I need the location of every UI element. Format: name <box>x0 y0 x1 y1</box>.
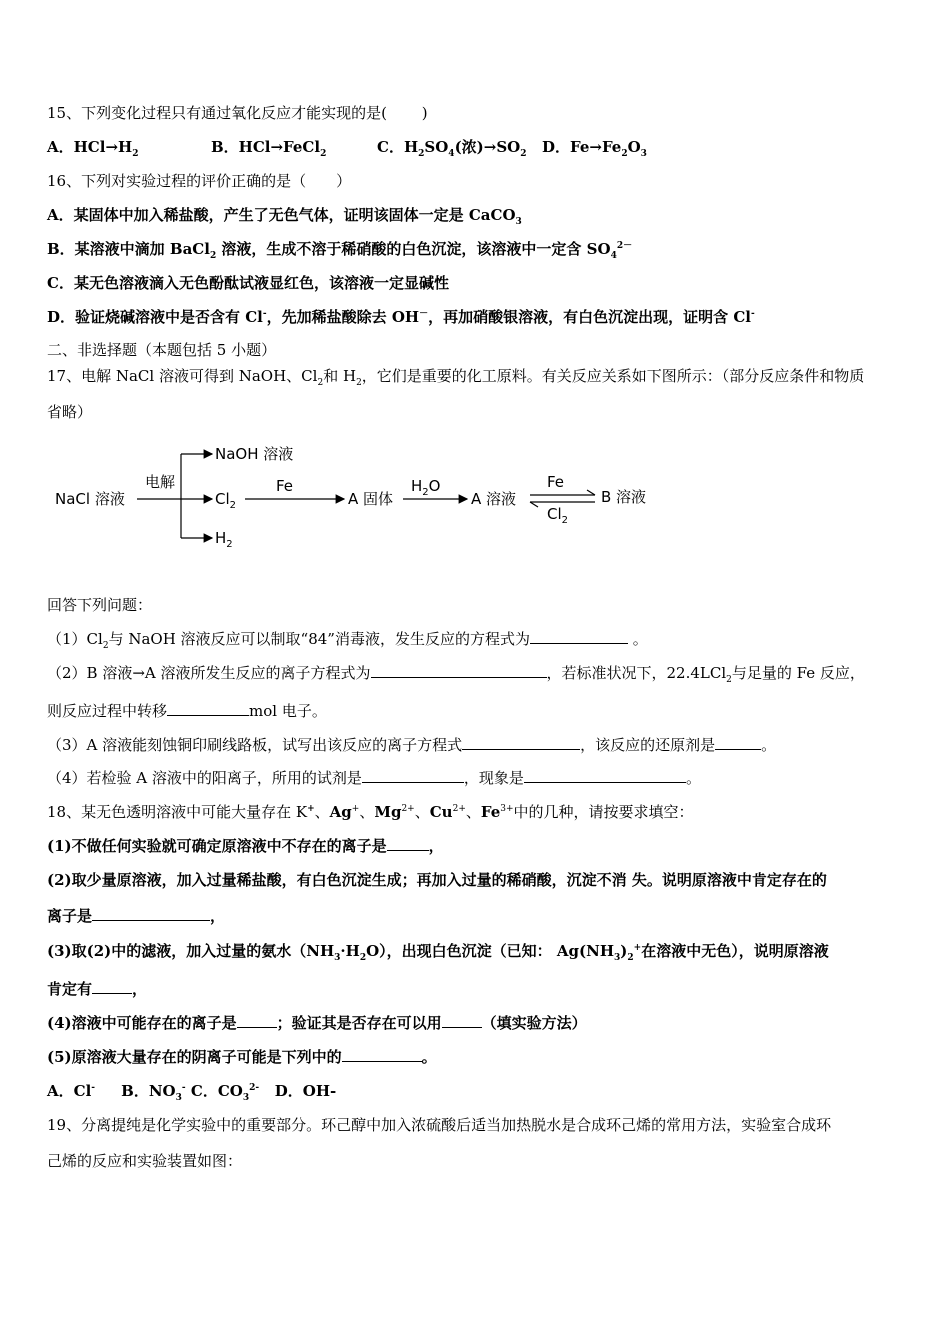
blank[interactable] <box>342 1047 422 1062</box>
diagram-arrow-forward-head <box>587 490 595 495</box>
q18-part4: (4)溶液中可能存在的离子是 ；验证其是否存在可以用 （填实验方法） <box>47 1014 587 1032</box>
q16-option-d: D．验证烧碱溶液中是否含有 Cl-，先加稀盐酸除去 OH－，再加硝酸银溶液，有白色沉淀出现，证明含 Cl- <box>47 308 755 326</box>
q17-part4: （4）若检验 A 溶液中的阳离子，所用的试剂是 ，现象是 。 <box>47 769 701 787</box>
diagram-naoh: NaOH 溶液 <box>215 445 294 463</box>
blank[interactable] <box>362 768 464 783</box>
q18-part3: (3)取(2)中的滤液，加入过量的氨水$(NH_3\cdot H_2O)$，出现白色沉淀（已知： $Ag(NH_3)_2^+$在溶液中无色），说明原溶液 <box>47 942 829 963</box>
q18-option-b: B．$NO_3^-$ <box>121 1082 186 1103</box>
blank[interactable] <box>462 735 580 750</box>
blank[interactable] <box>524 768 686 783</box>
q18-option-c: C．$CO_3^{2-}$ <box>190 1082 260 1103</box>
diagram-h2o-label: $H_2O$ <box>411 477 441 498</box>
q16-option-b: B．某溶液中滴加 BaCl$_2$ 溶液，生成不溶于稀硝酸的白色沉淀，该溶液中一定含 $SO_4^{2-}$ <box>47 240 633 261</box>
diagram-a-solution: A 溶液 <box>471 490 517 508</box>
q18-option-a: A．Cl- <box>47 1082 96 1100</box>
blank[interactable] <box>530 629 628 644</box>
q19-line1: 19、分离提纯是化学实验中的重要部分。环己醇中加入浓硫酸后适当加热脱水是合成环己烯的常用方法，实验室合成环 <box>47 1116 832 1134</box>
blank[interactable] <box>167 701 249 716</box>
blank[interactable] <box>371 663 547 678</box>
q17-stem-line2: 省略） <box>47 403 93 421</box>
q15-option-a: A．$HCl\to H_2$ <box>47 138 139 159</box>
q15-option-c: C．$H_2SO_4$(浓)$\to SO_2$ <box>377 138 527 159</box>
q18-part2: (2)取少量原溶液，加入过量稀盐酸，有白色沉淀生成；再加入过量的稀硝酸，沉淀不消 失。说明原溶液中肯定存在的 <box>47 871 827 889</box>
q17-answer-intro: 回答下列问题： <box>47 596 153 614</box>
q17-stem-line1: 17、电解 NaCl 溶液可得到 NaOH、$Cl_2$和 $H_2$，它们是重要的化工原料。有关反应关系如下图所示：（部分反应条件和物质 <box>47 367 865 388</box>
section-heading: 二、非选择题（本题包括 5 小题） <box>47 341 277 359</box>
diagram-nacl: NaCl 溶液 <box>55 490 125 508</box>
q17-part1: $(1)Cl_2$与 NaOH 溶液反应可以制取“84”消毒液，发生反应的方程式为 。 <box>47 630 648 651</box>
q15-options <box>47 137 907 157</box>
blank[interactable] <box>715 735 761 750</box>
q15-option-b: B．HCl→FeCl$_2$ <box>211 138 327 159</box>
q17-part2-cont: 则反应过程中转移 mol 电子。 <box>47 702 327 720</box>
q18-part1: (1)不做任何实验就可确定原溶液中不存在的离子是 ， <box>47 837 444 855</box>
diagram-fe-label: Fe <box>276 477 294 495</box>
q16-option-c: C．某无色溶液滴入无色酚酞试液显红色，该溶液一定显碱性 <box>47 274 449 292</box>
q15-stem: 15、下列变化过程只有通过氧化反应才能实现的是( ) <box>47 104 428 122</box>
blank[interactable] <box>92 906 210 921</box>
diagram-a-solid: A 固体 <box>348 490 394 508</box>
reaction-diagram <box>55 440 675 560</box>
diagram-arrow-back-head <box>530 502 538 507</box>
blank[interactable] <box>442 1013 482 1028</box>
diagram-electrolysis: 电解 <box>145 473 176 491</box>
diagram-fe2-label: Fe <box>547 473 565 491</box>
blank[interactable] <box>237 1013 277 1028</box>
q18-part2-cont: 离子是 ， <box>47 907 226 925</box>
q17-part2: （2）B 溶液→A 溶液所发生反应的离子方程式为 ，若标准状况下，22.4LCl$_2$与足量的 Fe 反应， <box>47 664 865 685</box>
q15-option-d: D．$Fe\to Fe_2O_3$ <box>542 138 647 159</box>
q18-option-d: D．OH- <box>274 1082 337 1100</box>
q18-part5: (5)原溶液大量存在的阴离子可能是下列中的 。 <box>47 1048 437 1066</box>
diagram-b-solution: B 溶液 <box>601 488 647 506</box>
blank[interactable] <box>387 836 429 851</box>
blank[interactable] <box>92 979 132 994</box>
q18-part3-cont: 肯定有 ， <box>47 980 148 998</box>
q16-option-a: A．某固体中加入稀盐酸，产生了无色气体，证明该固体一定是 CaCO$_3$ <box>47 206 522 227</box>
diagram-cl2b-label: $Cl_2$ <box>547 505 569 526</box>
q16-stem: 16、下列对实验过程的评价正确的是（ ） <box>47 172 352 190</box>
q17-part3: （3）A 溶液能刻蚀铜印刷线路板，试写出该反应的离子方程式 ，该反应的还原剂是 。 <box>47 736 777 754</box>
diagram-cl2: $Cl_2$ <box>215 490 237 511</box>
diagram-h2: $H_2$ <box>215 529 233 550</box>
q19-line2: 己烯的反应和实验装置如图： <box>47 1152 243 1170</box>
q18-options <box>47 1081 336 1101</box>
q18-stem: 18、某无色透明溶液中可能大量存在 K+、Ag+、$Mg^{2+}$、$Cu^{2+}$、$Fe^{3+}$中的几种，请按要求填空： <box>47 803 694 821</box>
